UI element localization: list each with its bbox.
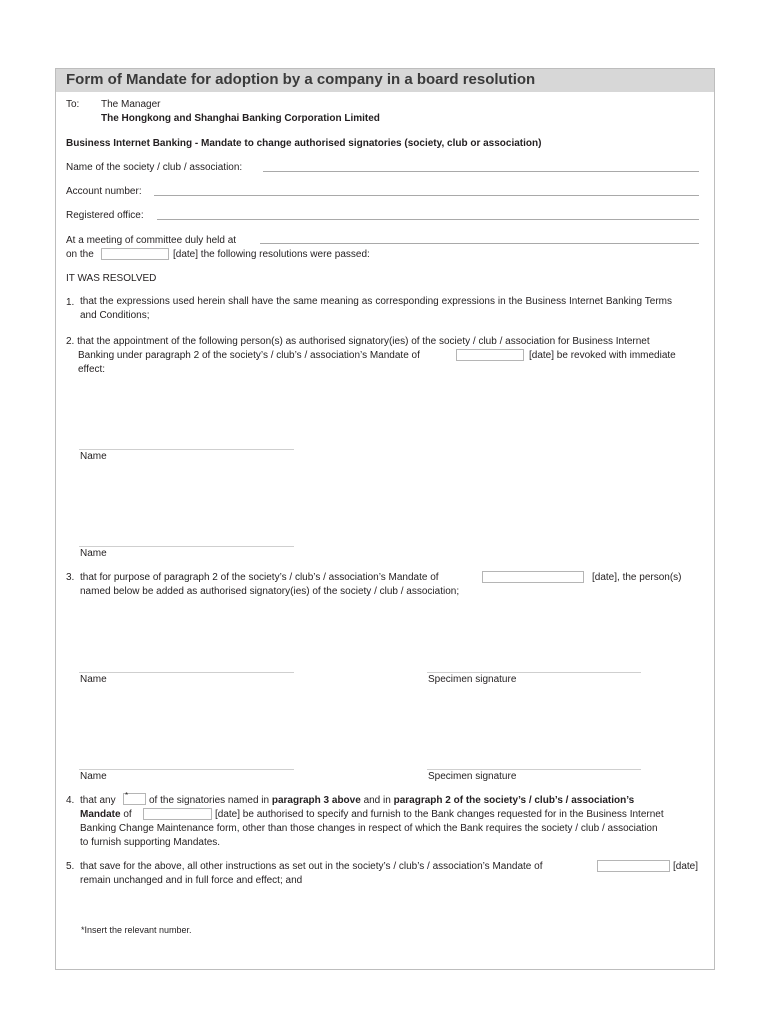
account-number-label: Account number:: [66, 186, 142, 197]
item-4-line-2b: [date] be authorised to specify and furnish to the Bank changes requested for in the Business Internet: [215, 809, 664, 820]
item-1-text: that the expressions used herein shall have the same meaning as corresponding expressions in the Business Internet Banking Terms and Conditions;: [80, 296, 672, 321]
item-5-number: 5.: [66, 861, 75, 872]
item-4-text-a: that any: [80, 795, 116, 806]
item-3-line-2: named below be added as authorised signatory(ies) of the society / club / association;: [80, 586, 460, 597]
revoke-name-label-2: Name: [80, 548, 107, 559]
add-name-line-2[interactable]: [79, 769, 294, 770]
footnote: *Insert the relevant number.: [81, 925, 192, 935]
to-label: To:: [66, 99, 80, 110]
to-bank: The Hongkong and Shanghai Banking Corporation Limited: [101, 113, 380, 124]
add-name-line-1[interactable]: [79, 672, 294, 673]
specimen-signature-label-2: Specimen signature: [428, 771, 517, 782]
meeting-label: At a meeting of committee duly held at: [66, 235, 237, 246]
resolved-heading: IT WAS RESOLVED: [66, 273, 157, 284]
society-name-field[interactable]: [263, 171, 699, 172]
registered-office-field[interactable]: [157, 219, 699, 220]
page-title: Form of Mandate for adoption by a company in a board resolution: [66, 71, 536, 88]
specimen-signature-label-1: Specimen signature: [428, 674, 517, 685]
item-4-line-3: Banking Change Maintenance form, other than those changes in respect of which the Bank requires the society / club / association: [80, 823, 658, 834]
item-5-line-1b: [date]: [673, 861, 699, 872]
to-name: The Manager: [101, 99, 161, 110]
add-name-label-1: Name: [80, 674, 107, 685]
form-subtitle: Business Internet Banking - Mandate to change authorised signatories (society, club or association): [66, 138, 542, 149]
revoke-name-line-1[interactable]: [79, 449, 294, 450]
item-1-number: 1.: [66, 297, 75, 308]
meeting-location-field[interactable]: [260, 243, 699, 244]
revoke-name-line-2[interactable]: [79, 546, 294, 547]
meeting-date-box[interactable]: [101, 248, 169, 260]
item-4-line-4: to furnish supporting Mandates.: [80, 837, 221, 848]
item-4-number: 4.: [66, 795, 75, 806]
item-3-line-1a: that for purpose of paragraph 2 of the society’s / club’s / association’s Mandate of: [80, 572, 439, 583]
on-the-label: on the: [66, 249, 94, 260]
item-4-line-1: of the signatories named in paragraph 3 above and in paragraph 2 of the society’s / club’s / association’s: [149, 795, 635, 806]
revoke-name-label-1: Name: [80, 451, 107, 462]
on-the-suffix: [date] the following resolutions were passed:: [173, 249, 370, 260]
item-2-date-box[interactable]: [456, 349, 524, 361]
item-5-line-2: remain unchanged and in full force and effect; and: [80, 875, 303, 886]
item-5-date-box[interactable]: [597, 860, 670, 872]
item-2-line-2a: Banking under paragraph 2 of the society’s / club’s / association’s Mandate of: [78, 350, 420, 361]
item-2-line-2b: [date] be revoked with immediate: [529, 350, 676, 361]
item-4-line-2a: Mandate of: [80, 809, 132, 820]
society-name-label: Name of the society / club / association:: [66, 162, 243, 173]
item-4-date-box[interactable]: [143, 808, 212, 820]
item-5-line-1a: that save for the above, all other instructions as set out in the society’s / club’s / association’s Mandate of: [80, 861, 543, 872]
registered-office-label: Registered office:: [66, 210, 144, 221]
item-3-line-1b: [date], the person(s): [592, 572, 682, 583]
item-3-number: 3.: [66, 572, 75, 583]
account-number-field[interactable]: [154, 195, 699, 196]
item-2-line-3: effect:: [78, 364, 106, 375]
item-3-date-box[interactable]: [482, 571, 584, 583]
item-2-line-1: 2. that the appointment of the following person(s) as authorised signatory(ies) of the society / club / association for Business Internet: [66, 336, 650, 347]
add-name-label-2: Name: [80, 771, 107, 782]
signatory-count-asterisk: *: [125, 791, 129, 800]
